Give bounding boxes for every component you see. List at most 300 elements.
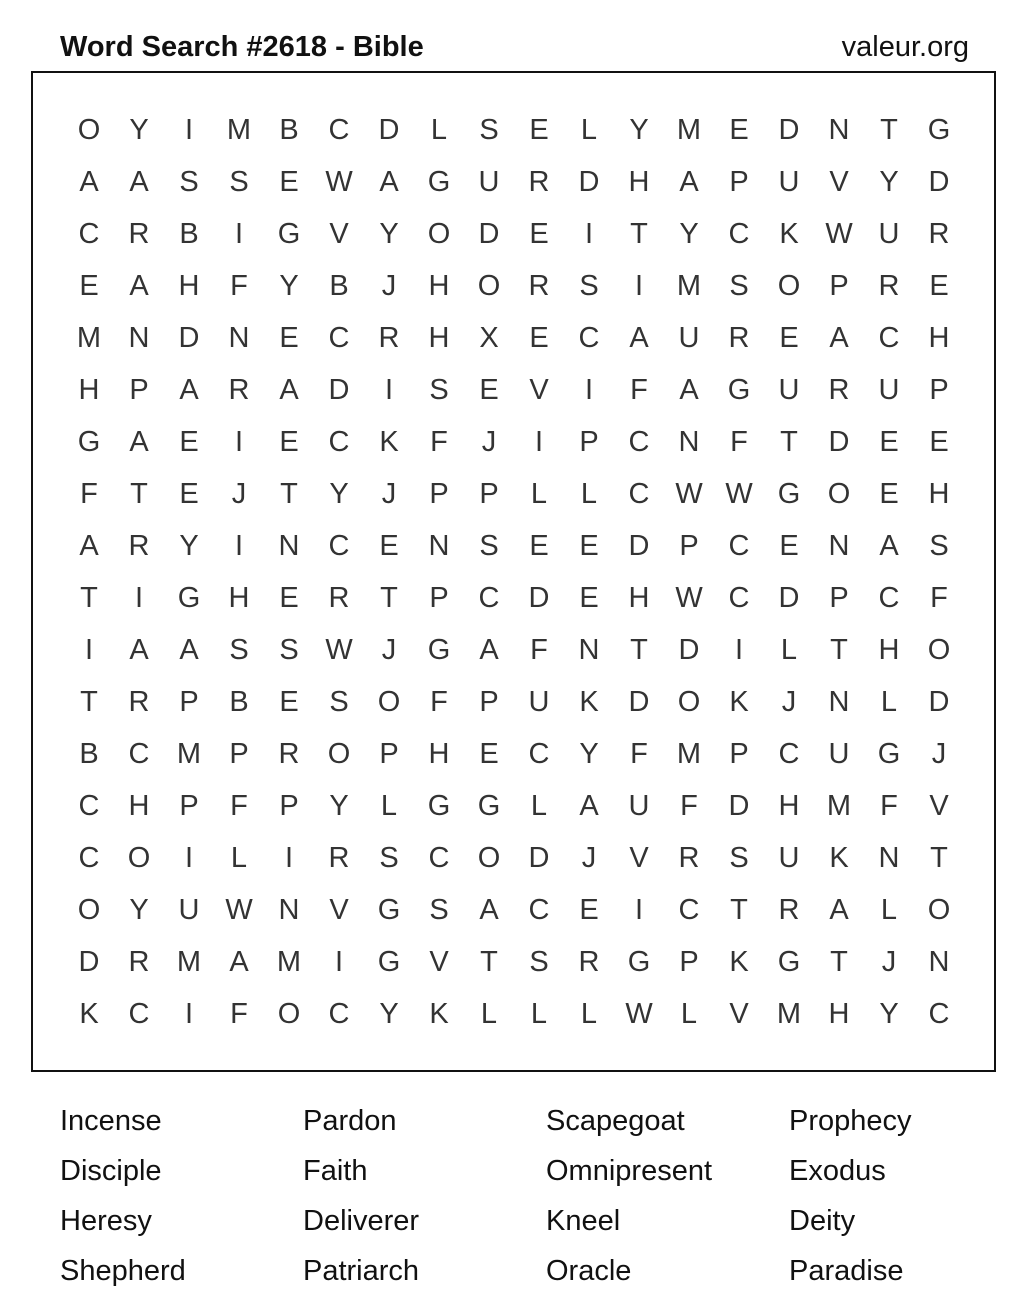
grid-letter[interactable]: G: [777, 946, 801, 978]
grid-letter[interactable]: A: [479, 894, 499, 926]
grid-letter[interactable]: D: [528, 842, 550, 874]
grid-letter[interactable]: A: [879, 530, 899, 562]
grid-letter[interactable]: H: [828, 998, 850, 1030]
grid-letter[interactable]: L: [680, 998, 698, 1030]
grid-letter[interactable]: E: [529, 114, 549, 146]
grid-letter[interactable]: A: [829, 894, 849, 926]
grid-letter[interactable]: W: [225, 894, 253, 926]
grid-letter[interactable]: G: [427, 790, 451, 822]
grid-letter[interactable]: K: [429, 998, 449, 1030]
grid-letter[interactable]: N: [228, 322, 250, 354]
grid-letter[interactable]: R: [828, 374, 850, 406]
grid-letter[interactable]: D: [778, 582, 800, 614]
grid-letter[interactable]: I: [584, 218, 594, 250]
grid-letter[interactable]: E: [879, 426, 899, 458]
grid-letter[interactable]: F: [680, 790, 698, 822]
grid-letter[interactable]: G: [877, 738, 901, 770]
grid-letter[interactable]: C: [628, 426, 650, 458]
grid-letter[interactable]: E: [279, 686, 299, 718]
grid-letter[interactable]: P: [179, 790, 199, 822]
grid-letter[interactable]: I: [184, 998, 194, 1030]
grid-letter[interactable]: D: [378, 114, 400, 146]
grid-letter[interactable]: U: [828, 738, 850, 770]
grid-letter[interactable]: W: [325, 166, 353, 198]
grid-letter[interactable]: Y: [579, 738, 599, 770]
grid-letter[interactable]: E: [779, 530, 799, 562]
grid-letter[interactable]: A: [629, 322, 649, 354]
grid-letter[interactable]: A: [129, 270, 149, 302]
grid-letter[interactable]: C: [128, 738, 150, 770]
grid-letter[interactable]: R: [878, 270, 900, 302]
grid-letter[interactable]: T: [630, 218, 648, 250]
grid-letter[interactable]: R: [528, 270, 550, 302]
grid-letter[interactable]: O: [277, 998, 301, 1030]
grid-letter[interactable]: G: [427, 634, 451, 666]
grid-letter[interactable]: T: [880, 114, 898, 146]
grid-letter[interactable]: T: [480, 946, 498, 978]
grid-letter[interactable]: C: [678, 894, 700, 926]
letter-grid[interactable]: [64, 104, 964, 1040]
grid-letter[interactable]: C: [328, 114, 350, 146]
grid-letter[interactable]: P: [679, 530, 699, 562]
grid-letter[interactable]: A: [129, 426, 149, 458]
grid-letter[interactable]: K: [729, 686, 749, 718]
grid-letter[interactable]: Y: [179, 530, 199, 562]
grid-letter[interactable]: F: [730, 426, 748, 458]
grid-letter[interactable]: P: [179, 686, 199, 718]
grid-letter[interactable]: E: [529, 218, 549, 250]
grid-letter[interactable]: R: [578, 946, 600, 978]
grid-letter[interactable]: V: [529, 374, 549, 406]
grid-letter[interactable]: Y: [329, 790, 349, 822]
grid-letter[interactable]: E: [779, 322, 799, 354]
grid-letter[interactable]: K: [829, 842, 849, 874]
grid-letter[interactable]: D: [928, 686, 950, 718]
grid-letter[interactable]: A: [79, 166, 99, 198]
grid-letter[interactable]: F: [630, 738, 648, 770]
grid-letter[interactable]: U: [878, 218, 900, 250]
grid-letter[interactable]: D: [528, 582, 550, 614]
grid-letter[interactable]: L: [580, 478, 598, 510]
grid-letter[interactable]: O: [477, 270, 501, 302]
grid-letter[interactable]: O: [377, 686, 401, 718]
grid-letter[interactable]: E: [579, 530, 599, 562]
grid-letter[interactable]: J: [931, 738, 947, 770]
grid-letter[interactable]: U: [628, 790, 650, 822]
grid-letter[interactable]: G: [927, 114, 951, 146]
grid-letter[interactable]: R: [128, 218, 150, 250]
grid-letter[interactable]: N: [278, 530, 300, 562]
grid-letter[interactable]: K: [729, 946, 749, 978]
grid-letter[interactable]: S: [479, 530, 499, 562]
grid-letter[interactable]: G: [627, 946, 651, 978]
grid-letter[interactable]: R: [128, 946, 150, 978]
grid-letter[interactable]: V: [429, 946, 449, 978]
grid-letter[interactable]: T: [280, 478, 298, 510]
grid-letter[interactable]: P: [229, 738, 249, 770]
grid-letter[interactable]: E: [879, 478, 899, 510]
grid-letter[interactable]: S: [579, 270, 599, 302]
grid-letter[interactable]: E: [279, 322, 299, 354]
grid-letter[interactable]: A: [79, 530, 99, 562]
grid-letter[interactable]: O: [677, 686, 701, 718]
grid-letter[interactable]: H: [928, 478, 950, 510]
grid-letter[interactable]: F: [80, 478, 98, 510]
grid-letter[interactable]: M: [676, 270, 702, 302]
grid-letter[interactable]: C: [328, 322, 350, 354]
grid-letter[interactable]: I: [384, 374, 394, 406]
grid-letter[interactable]: H: [128, 790, 150, 822]
grid-letter[interactable]: A: [179, 634, 199, 666]
grid-letter[interactable]: B: [279, 114, 299, 146]
grid-letter[interactable]: Y: [129, 894, 149, 926]
grid-letter[interactable]: N: [928, 946, 950, 978]
grid-letter[interactable]: L: [580, 998, 598, 1030]
grid-letter[interactable]: H: [228, 582, 250, 614]
grid-letter[interactable]: Y: [129, 114, 149, 146]
grid-letter[interactable]: J: [231, 478, 247, 510]
grid-letter[interactable]: Y: [329, 478, 349, 510]
grid-letter[interactable]: D: [828, 426, 850, 458]
grid-letter[interactable]: E: [79, 270, 99, 302]
grid-letter[interactable]: R: [228, 374, 250, 406]
grid-letter[interactable]: O: [327, 738, 351, 770]
grid-letter[interactable]: O: [477, 842, 501, 874]
grid-letter[interactable]: I: [584, 374, 594, 406]
grid-letter[interactable]: L: [530, 790, 548, 822]
grid-letter[interactable]: G: [377, 894, 401, 926]
grid-letter[interactable]: C: [128, 998, 150, 1030]
grid-letter[interactable]: P: [479, 478, 499, 510]
grid-letter[interactable]: B: [79, 738, 99, 770]
grid-letter[interactable]: L: [530, 998, 548, 1030]
grid-letter[interactable]: H: [428, 738, 450, 770]
grid-letter[interactable]: J: [381, 634, 397, 666]
grid-letter[interactable]: R: [328, 842, 350, 874]
grid-letter[interactable]: F: [430, 686, 448, 718]
grid-letter[interactable]: L: [230, 842, 248, 874]
grid-letter[interactable]: V: [329, 218, 349, 250]
grid-letter[interactable]: N: [828, 686, 850, 718]
grid-letter[interactable]: I: [634, 894, 644, 926]
grid-letter[interactable]: A: [829, 322, 849, 354]
grid-letter[interactable]: P: [279, 790, 299, 822]
grid-letter[interactable]: C: [328, 426, 350, 458]
grid-letter[interactable]: I: [234, 218, 244, 250]
grid-letter[interactable]: O: [927, 634, 951, 666]
grid-letter[interactable]: P: [679, 946, 699, 978]
grid-letter[interactable]: E: [279, 426, 299, 458]
grid-letter[interactable]: I: [184, 114, 194, 146]
grid-letter[interactable]: C: [928, 998, 950, 1030]
grid-letter[interactable]: S: [429, 374, 449, 406]
grid-letter[interactable]: H: [78, 374, 100, 406]
grid-letter[interactable]: D: [628, 530, 650, 562]
grid-letter[interactable]: K: [79, 998, 99, 1030]
grid-letter[interactable]: H: [928, 322, 950, 354]
grid-letter[interactable]: I: [534, 426, 544, 458]
grid-letter[interactable]: V: [929, 790, 949, 822]
grid-letter[interactable]: A: [129, 166, 149, 198]
grid-letter[interactable]: T: [930, 842, 948, 874]
grid-letter[interactable]: R: [928, 218, 950, 250]
grid-letter[interactable]: I: [184, 842, 194, 874]
grid-letter[interactable]: R: [128, 686, 150, 718]
grid-letter[interactable]: M: [226, 114, 252, 146]
grid-letter[interactable]: L: [530, 478, 548, 510]
grid-letter[interactable]: W: [825, 218, 853, 250]
grid-letter[interactable]: T: [830, 946, 848, 978]
grid-letter[interactable]: O: [927, 894, 951, 926]
grid-letter[interactable]: E: [579, 894, 599, 926]
grid-letter[interactable]: G: [77, 426, 101, 458]
grid-letter[interactable]: K: [779, 218, 799, 250]
grid-letter[interactable]: A: [679, 374, 699, 406]
grid-letter[interactable]: M: [676, 114, 702, 146]
grid-letter[interactable]: W: [725, 478, 753, 510]
grid-letter[interactable]: T: [780, 426, 798, 458]
grid-letter[interactable]: H: [628, 166, 650, 198]
grid-letter[interactable]: U: [778, 842, 800, 874]
grid-letter[interactable]: B: [229, 686, 249, 718]
grid-letter[interactable]: P: [379, 738, 399, 770]
grid-letter[interactable]: W: [625, 998, 653, 1030]
grid-letter[interactable]: O: [427, 218, 451, 250]
grid-letter[interactable]: F: [230, 270, 248, 302]
grid-letter[interactable]: L: [880, 686, 898, 718]
grid-letter[interactable]: S: [929, 530, 949, 562]
grid-letter[interactable]: C: [528, 738, 550, 770]
grid-letter[interactable]: W: [325, 634, 353, 666]
grid-letter[interactable]: F: [230, 790, 248, 822]
grid-letter[interactable]: J: [381, 478, 397, 510]
grid-letter[interactable]: R: [378, 322, 400, 354]
grid-letter[interactable]: L: [780, 634, 798, 666]
grid-letter[interactable]: P: [829, 582, 849, 614]
grid-letter[interactable]: D: [578, 166, 600, 198]
grid-letter[interactable]: E: [529, 530, 549, 562]
grid-letter[interactable]: R: [328, 582, 350, 614]
grid-letter[interactable]: O: [777, 270, 801, 302]
grid-letter[interactable]: S: [529, 946, 549, 978]
grid-letter[interactable]: I: [634, 270, 644, 302]
grid-letter[interactable]: J: [881, 946, 897, 978]
grid-letter[interactable]: U: [778, 374, 800, 406]
grid-letter[interactable]: S: [429, 894, 449, 926]
grid-letter[interactable]: T: [130, 478, 148, 510]
grid-letter[interactable]: Y: [879, 166, 899, 198]
grid-letter[interactable]: F: [430, 426, 448, 458]
grid-letter[interactable]: T: [630, 634, 648, 666]
grid-letter[interactable]: M: [276, 946, 302, 978]
grid-letter[interactable]: A: [679, 166, 699, 198]
grid-letter[interactable]: I: [284, 842, 294, 874]
grid-letter[interactable]: R: [778, 894, 800, 926]
grid-letter[interactable]: E: [929, 270, 949, 302]
grid-letter[interactable]: C: [728, 218, 750, 250]
grid-letter[interactable]: B: [329, 270, 349, 302]
grid-letter[interactable]: R: [728, 322, 750, 354]
grid-letter[interactable]: S: [179, 166, 199, 198]
grid-letter[interactable]: D: [178, 322, 200, 354]
grid-letter[interactable]: O: [127, 842, 151, 874]
grid-letter[interactable]: T: [730, 894, 748, 926]
grid-letter[interactable]: N: [278, 894, 300, 926]
grid-letter[interactable]: D: [478, 218, 500, 250]
grid-letter[interactable]: P: [579, 426, 599, 458]
grid-letter[interactable]: P: [829, 270, 849, 302]
grid-letter[interactable]: A: [279, 374, 299, 406]
grid-letter[interactable]: S: [279, 634, 299, 666]
grid-letter[interactable]: V: [729, 998, 749, 1030]
grid-letter[interactable]: D: [728, 790, 750, 822]
grid-letter[interactable]: H: [778, 790, 800, 822]
grid-letter[interactable]: V: [829, 166, 849, 198]
grid-letter[interactable]: Y: [629, 114, 649, 146]
grid-letter[interactable]: D: [928, 166, 950, 198]
grid-letter[interactable]: L: [380, 790, 398, 822]
grid-letter[interactable]: E: [729, 114, 749, 146]
grid-letter[interactable]: Y: [679, 218, 699, 250]
grid-letter[interactable]: C: [328, 530, 350, 562]
grid-letter[interactable]: J: [581, 842, 597, 874]
grid-letter[interactable]: K: [379, 426, 399, 458]
grid-letter[interactable]: C: [728, 582, 750, 614]
grid-letter[interactable]: U: [678, 322, 700, 354]
grid-letter[interactable]: H: [628, 582, 650, 614]
grid-letter[interactable]: A: [129, 634, 149, 666]
grid-letter[interactable]: G: [427, 166, 451, 198]
grid-letter[interactable]: C: [878, 582, 900, 614]
grid-letter[interactable]: M: [776, 998, 802, 1030]
grid-letter[interactable]: P: [729, 738, 749, 770]
grid-letter[interactable]: L: [480, 998, 498, 1030]
grid-letter[interactable]: V: [629, 842, 649, 874]
grid-letter[interactable]: P: [479, 686, 499, 718]
grid-letter[interactable]: O: [827, 478, 851, 510]
grid-letter[interactable]: H: [428, 322, 450, 354]
grid-letter[interactable]: H: [178, 270, 200, 302]
grid-letter[interactable]: O: [77, 894, 101, 926]
grid-letter[interactable]: R: [528, 166, 550, 198]
grid-letter[interactable]: G: [477, 790, 501, 822]
grid-letter[interactable]: S: [329, 686, 349, 718]
grid-letter[interactable]: I: [134, 582, 144, 614]
grid-letter[interactable]: R: [128, 530, 150, 562]
grid-letter[interactable]: N: [678, 426, 700, 458]
grid-letter[interactable]: I: [734, 634, 744, 666]
grid-letter[interactable]: P: [429, 478, 449, 510]
grid-letter[interactable]: D: [778, 114, 800, 146]
grid-letter[interactable]: P: [929, 374, 949, 406]
grid-letter[interactable]: T: [80, 686, 98, 718]
grid-letter[interactable]: A: [229, 946, 249, 978]
grid-letter[interactable]: F: [530, 634, 548, 666]
grid-letter[interactable]: I: [234, 426, 244, 458]
grid-letter[interactable]: Y: [279, 270, 299, 302]
grid-letter[interactable]: N: [428, 530, 450, 562]
grid-letter[interactable]: U: [878, 374, 900, 406]
grid-letter[interactable]: S: [379, 842, 399, 874]
grid-letter[interactable]: H: [428, 270, 450, 302]
grid-letter[interactable]: N: [828, 530, 850, 562]
grid-letter[interactable]: G: [177, 582, 201, 614]
grid-letter[interactable]: N: [828, 114, 850, 146]
grid-letter[interactable]: M: [176, 738, 202, 770]
grid-letter[interactable]: E: [579, 582, 599, 614]
grid-letter[interactable]: C: [328, 998, 350, 1030]
grid-letter[interactable]: V: [329, 894, 349, 926]
grid-letter[interactable]: E: [529, 322, 549, 354]
grid-letter[interactable]: G: [727, 374, 751, 406]
grid-letter[interactable]: M: [676, 738, 702, 770]
grid-letter[interactable]: G: [377, 946, 401, 978]
grid-letter[interactable]: T: [80, 582, 98, 614]
grid-letter[interactable]: I: [84, 634, 94, 666]
grid-letter[interactable]: F: [930, 582, 948, 614]
grid-letter[interactable]: S: [229, 166, 249, 198]
grid-letter[interactable]: B: [179, 218, 199, 250]
grid-letter[interactable]: S: [229, 634, 249, 666]
grid-letter[interactable]: M: [826, 790, 852, 822]
grid-letter[interactable]: W: [675, 478, 703, 510]
grid-letter[interactable]: J: [381, 270, 397, 302]
grid-letter[interactable]: M: [176, 946, 202, 978]
grid-letter[interactable]: L: [580, 114, 598, 146]
grid-letter[interactable]: C: [628, 478, 650, 510]
grid-letter[interactable]: U: [528, 686, 550, 718]
grid-letter[interactable]: I: [234, 530, 244, 562]
grid-letter[interactable]: F: [630, 374, 648, 406]
grid-letter[interactable]: P: [129, 374, 149, 406]
grid-letter[interactable]: F: [880, 790, 898, 822]
grid-letter[interactable]: S: [729, 270, 749, 302]
grid-letter[interactable]: H: [878, 634, 900, 666]
grid-letter[interactable]: D: [628, 686, 650, 718]
grid-letter[interactable]: J: [481, 426, 497, 458]
grid-letter[interactable]: N: [128, 322, 150, 354]
grid-letter[interactable]: C: [428, 842, 450, 874]
grid-letter[interactable]: E: [479, 374, 499, 406]
grid-letter[interactable]: C: [78, 790, 100, 822]
grid-letter[interactable]: E: [379, 530, 399, 562]
grid-letter[interactable]: C: [78, 218, 100, 250]
grid-letter[interactable]: U: [778, 166, 800, 198]
grid-letter[interactable]: E: [279, 582, 299, 614]
grid-letter[interactable]: G: [277, 218, 301, 250]
grid-letter[interactable]: A: [479, 634, 499, 666]
grid-letter[interactable]: P: [729, 166, 749, 198]
grid-letter[interactable]: D: [78, 946, 100, 978]
grid-letter[interactable]: E: [929, 426, 949, 458]
grid-letter[interactable]: L: [880, 894, 898, 926]
grid-letter[interactable]: E: [279, 166, 299, 198]
grid-letter[interactable]: U: [178, 894, 200, 926]
grid-letter[interactable]: E: [479, 738, 499, 770]
grid-letter[interactable]: Y: [879, 998, 899, 1030]
grid-letter[interactable]: P: [429, 582, 449, 614]
grid-letter[interactable]: E: [179, 478, 199, 510]
grid-letter[interactable]: A: [379, 166, 399, 198]
grid-letter[interactable]: T: [830, 634, 848, 666]
grid-letter[interactable]: C: [78, 842, 100, 874]
grid-letter[interactable]: X: [479, 322, 499, 354]
grid-letter[interactable]: F: [230, 998, 248, 1030]
grid-letter[interactable]: R: [678, 842, 700, 874]
grid-letter[interactable]: Y: [379, 218, 399, 250]
grid-letter[interactable]: U: [478, 166, 500, 198]
grid-letter[interactable]: C: [778, 738, 800, 770]
